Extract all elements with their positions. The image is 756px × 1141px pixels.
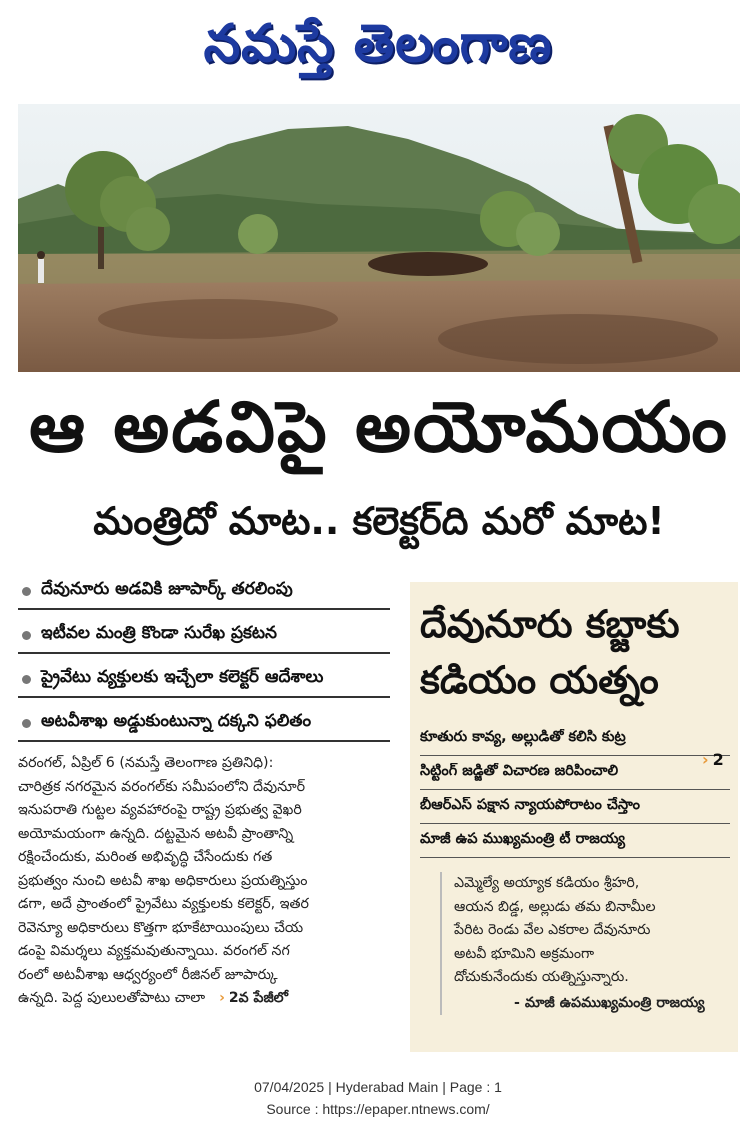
newspaper-logo: నమస్తే తెలంగాణ xyxy=(203,13,553,74)
quote-line: దోచుకునేందుకు యత్నిస్తున్నారు. xyxy=(454,969,629,985)
bullet-icon xyxy=(22,675,31,684)
sidebar-page-number: 2 xyxy=(712,750,724,769)
sidebar-headline xyxy=(420,596,730,708)
article-last-line xyxy=(18,987,398,1011)
article-line: ప్రభుత్వం నుంచి అటవీ శాఖ అధికారులు ప్రయత్నిస్తుం xyxy=(18,872,308,889)
article-line: డంపై విమర్శలు వ్యక్తమవుతున్నాయి. వరంగల్‌ నగ xyxy=(18,943,290,959)
article-line: రక్షించేందుకు, మరింత అభివృద్ధి చేసేందుకు గత xyxy=(18,849,273,865)
sidebar-point xyxy=(420,722,730,756)
article-line: అయోమయంగా ఉన్నది. దట్టమైన అటవీ ప్రాంతాన్ని xyxy=(18,825,294,842)
key-point-text: అటవీశాఖ అడ్డుకుంటున్నా దక్కని ఫలితం xyxy=(41,711,312,731)
sidebar-point xyxy=(420,790,730,824)
sidebar-story xyxy=(410,582,738,1052)
footer-edition-info: 07/04/2025 | Hyderabad Main | Page : 1 xyxy=(254,1079,502,1095)
article-line: డగా, అదే ప్రాంతంలో ప్రైవేటు వ్యక్తులకు కలెక్టర్‌, ఇతర xyxy=(18,896,309,912)
news-photo xyxy=(18,104,740,372)
sidebar-point xyxy=(420,756,730,790)
sidebar-point-text: సిట్టింగ్‌ జడ్జితో విచారణ జరిపించాలి xyxy=(420,762,619,779)
page-footer xyxy=(0,1076,756,1120)
quote-line: ఆయన బిడ్డ, అల్లుడు తమ బినామీల xyxy=(454,898,656,915)
continued-text: 2వ పేజీలో xyxy=(228,990,289,1006)
key-points-list xyxy=(18,574,390,750)
key-point xyxy=(18,574,390,610)
bullet-icon xyxy=(22,587,31,596)
quote-attribution: - మాజీ ఉపముఖ్యమంత్రి రాజయ్య xyxy=(514,994,705,1011)
article-line: రంలో అటవీశాఖ ఆధ్వర్యంలో రీజినల్‌ జూపార్కు xyxy=(18,966,278,983)
quote-line: అటవీ భూమిని అక్రమంగా xyxy=(454,945,595,962)
sidebar-headline-line: దేవునూరు కబ్జాకు xyxy=(420,602,680,646)
article-line: వరంగల్‌, ఏప్రిల్‌ 6 (నమస్తే తెలంగాణ ప్రతినిధి): xyxy=(18,755,274,771)
quote-line: ఎమ్మెల్యే అయ్యాక కడియం శ్రీహరి, xyxy=(454,875,640,891)
sidebar-point-text: కూతురు కావ్య, అల్లుడితో కలిసి కుట్ర xyxy=(420,728,626,745)
masthead xyxy=(0,0,756,100)
continued-link[interactable] xyxy=(219,987,288,1011)
key-point-text: ప్రైవేటు వ్యక్తులకు ఇచ్చేలా కలెక్టర్‌ ఆదేశాలు xyxy=(41,667,324,687)
key-point-text: ఇటీవల మంత్రి కొండా సురేఖ ప్రకటన xyxy=(41,623,277,643)
sidebar-point-text: మాజీ ఉప ముఖ్యమంత్రి టీ రాజయ్య xyxy=(420,830,625,847)
landscape-illustration xyxy=(18,104,740,372)
key-point-text: దేవునూరు అడవికి జూపార్క్‌ తరలింపు xyxy=(41,579,293,599)
bullet-icon xyxy=(22,631,31,640)
sidebar-quote xyxy=(440,872,730,1015)
bullet-icon xyxy=(22,719,31,728)
sidebar-headline-line: కడియం యత్నం xyxy=(420,658,659,702)
chevron-right-icon: › xyxy=(702,750,709,769)
article-line: ఉన్నది. పెద్ద పులులతోపాటు చాలా xyxy=(18,990,206,1006)
article-line: చారిత్రక నగరమైన వరంగల్‌కు సమీపంలోని దేవునూర్‌ xyxy=(18,778,305,795)
key-point xyxy=(18,662,390,698)
chevron-right-icon: › xyxy=(219,990,225,1006)
article-line: ఇనుపరాతి గుట్టల వ్యవహారంపై రాష్ట్ర ప్రభుత్వ వైఖరి xyxy=(18,802,302,818)
quote-line: పేరిట రెండు వేల ఎకరాల దేవునూరు xyxy=(454,922,651,938)
sidebar-point xyxy=(420,824,730,858)
key-point xyxy=(18,618,390,654)
main-headline: ఆ అడవిపై అయోమయం xyxy=(29,385,729,468)
article-body xyxy=(18,752,398,1011)
sub-headline: మంత్రిదో మాట.. కలెక్టర్‌ది మరో మాట! xyxy=(93,499,665,543)
key-point xyxy=(18,706,390,742)
sidebar-page-link[interactable] xyxy=(702,750,724,769)
footer-source[interactable]: Source : https://epaper.ntnews.com/ xyxy=(266,1101,490,1117)
sidebar-points xyxy=(420,722,730,858)
sidebar-point-text: బీఆర్‌ఎస్‌ పక్షాన న్యాయపోరాటం చేస్తాం xyxy=(420,796,640,813)
article-line: రెవెన్యూ అధికారులు కొత్తగా భూకేటాయింపులు చేయ xyxy=(18,919,304,936)
